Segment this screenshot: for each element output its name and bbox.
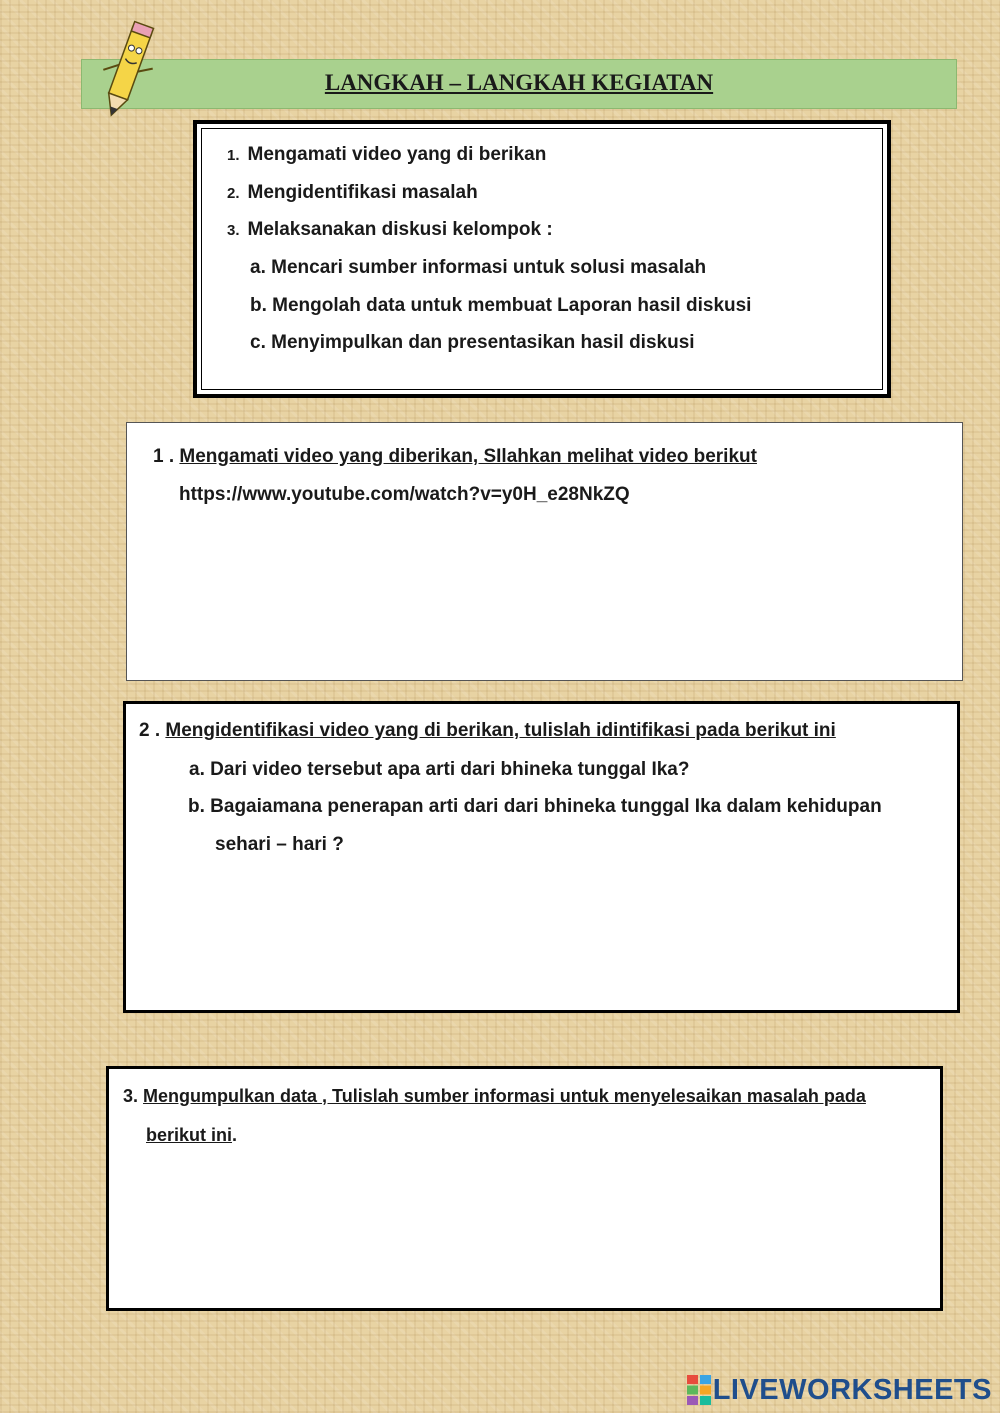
task-3-heading-continued <box>146 1125 237 1146</box>
step-text: Mengidentifikasi masalah <box>247 182 478 203</box>
step-1 <box>227 144 546 166</box>
step-3 <box>227 219 553 241</box>
step-number: 1. <box>227 147 240 164</box>
substep-a: a. Mencari sumber informasi untuk solusi masalah <box>250 257 707 278</box>
task-2-box <box>123 701 960 1013</box>
watermark-text: LIVEWORKSHEETS <box>712 1373 992 1406</box>
task-2-number: 2 . <box>139 720 161 741</box>
question-a: a. Dari video tersebut apa arti dari bhineka tunggal Ika? <box>189 759 690 780</box>
task-1-instruction: Mengamati video yang diberikan, SIlahkan melihat video berikut <box>179 446 757 467</box>
steps-box <box>193 120 891 398</box>
task-3-box <box>106 1066 943 1311</box>
header-bar <box>81 59 957 109</box>
substep-c: c. Menyimpulkan dan presentasikan hasil diskusi <box>250 332 695 353</box>
liveworksheets-logo-icon <box>687 1375 711 1405</box>
step-number: 2. <box>227 185 240 202</box>
task-3-instruction-continued: berikut ini <box>146 1125 233 1145</box>
task-2-instruction: Mengidentifikasi video yang di berikan, tulislah idintifikasi pada berikut ini <box>165 720 836 741</box>
task-3-number: 3. <box>123 1086 139 1106</box>
task-1-number: 1 . <box>153 446 175 467</box>
question-b-continued: sehari – hari ? <box>215 834 344 855</box>
steps-inner-frame <box>201 128 883 390</box>
step-number: 3. <box>227 222 240 239</box>
task-3-heading <box>123 1086 866 1107</box>
page-title: LANGKAH – LANGKAH KEGIATAN <box>324 70 714 95</box>
task-2-heading <box>139 720 836 742</box>
task-3-period: . <box>232 1125 238 1145</box>
substep-b: b. Mengolah data untuk membuat Laporan hasil diskusi <box>250 295 752 316</box>
liveworksheets-watermark <box>687 1373 992 1407</box>
task-1-box <box>126 422 963 681</box>
task-1-heading <box>153 446 757 468</box>
step-text: Mengamati video yang di berikan <box>247 144 547 165</box>
step-2 <box>227 182 478 204</box>
task-3-instruction: Mengumpulkan data , Tulislah sumber informasi untuk menyelesaikan masalah pada <box>143 1086 866 1106</box>
pencil-icon <box>92 20 162 125</box>
question-b: b. Bagaiamana penerapan arti dari dari bhineka tunggal Ika dalam kehidupan <box>188 796 882 817</box>
video-link[interactable]: https://www.youtube.com/watch?v=y0H_e28NkZQ <box>179 484 630 505</box>
step-text: Melaksanakan diskusi kelompok : <box>247 219 553 240</box>
